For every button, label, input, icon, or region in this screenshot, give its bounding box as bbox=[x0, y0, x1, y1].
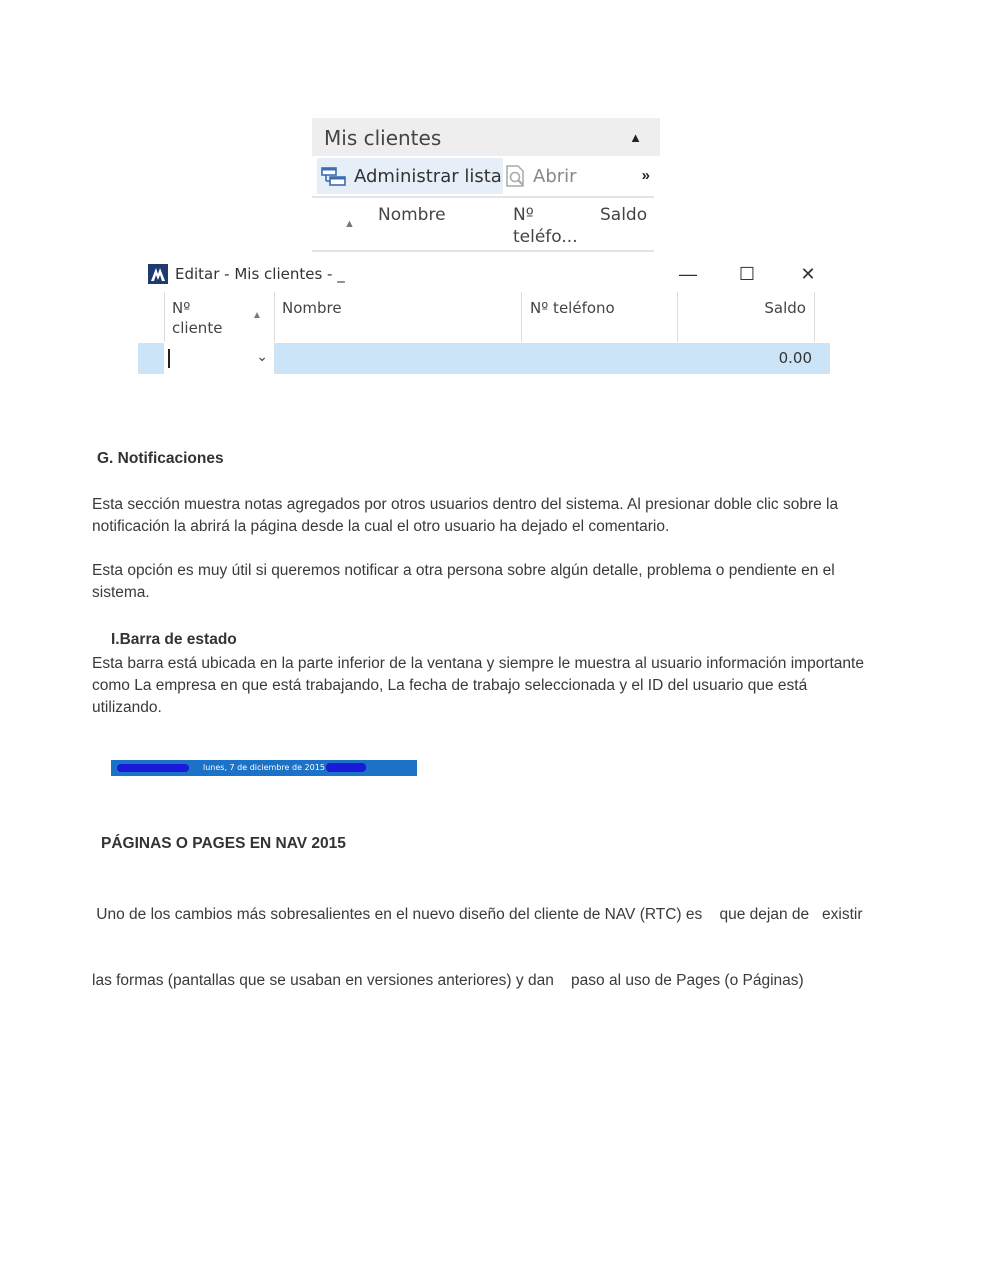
open-document-icon bbox=[505, 164, 527, 188]
column-saldo[interactable]: Saldo bbox=[600, 205, 648, 225]
column-telefono[interactable]: Nº teléfono bbox=[530, 299, 615, 317]
window-title: Editar - Mis clientes - _ bbox=[175, 265, 345, 283]
abrir-label: Abrir bbox=[533, 166, 577, 187]
section-g-paragraph-1 bbox=[92, 494, 838, 538]
administrar-lista-label: Administrar lista bbox=[354, 166, 502, 187]
status-bar-date: lunes, 7 de diciembre de 2015 bbox=[203, 763, 325, 772]
section-g-p2-line2: sistema. bbox=[92, 584, 150, 601]
column-nombre[interactable]: Nombre bbox=[378, 205, 446, 225]
column-separator bbox=[521, 292, 522, 342]
column-saldo[interactable]: Saldo bbox=[764, 299, 806, 317]
column-separator bbox=[164, 292, 165, 342]
administrar-lista-button[interactable] bbox=[317, 158, 503, 194]
section-i-p1-line2: como La empresa en que está trabajando, La fecha de trabajo seleccionada y el ID del usuario que está bbox=[92, 677, 808, 694]
redacted-user-id bbox=[326, 763, 366, 772]
column-nombre[interactable]: Nombre bbox=[282, 299, 342, 317]
column-no-cliente-line2: cliente bbox=[172, 319, 223, 337]
status-bar-image bbox=[111, 760, 417, 776]
maximize-icon[interactable]: ☐ bbox=[738, 264, 756, 284]
close-icon[interactable]: ✕ bbox=[800, 264, 816, 284]
mis-clientes-column-headers bbox=[312, 200, 660, 256]
text-cursor bbox=[168, 349, 170, 368]
toolbar-divider bbox=[312, 196, 654, 198]
section-pages-paragraph bbox=[92, 860, 863, 1014]
column-telefono[interactable] bbox=[513, 204, 578, 248]
mis-clientes-header[interactable] bbox=[312, 118, 660, 156]
grid-column-headers bbox=[164, 292, 830, 342]
section-i-p1-line3: utilizando. bbox=[92, 699, 162, 716]
saldo-value: 0.00 bbox=[778, 349, 812, 367]
section-g-heading: G. Notificaciones bbox=[97, 450, 224, 467]
section-g-p1-line2: notificación la abrirá la página desde la cual el otro usuario ha dejado el comentario. bbox=[92, 518, 670, 535]
no-cliente-input[interactable] bbox=[164, 343, 274, 374]
sort-ascending-icon[interactable]: ▲ bbox=[344, 218, 355, 230]
editar-window bbox=[138, 258, 830, 374]
minimize-icon[interactable]: — bbox=[679, 264, 697, 284]
sort-ascending-icon[interactable]: ▲ bbox=[252, 310, 262, 321]
section-i-paragraph bbox=[92, 653, 864, 719]
column-telefono-line2: teléfo... bbox=[513, 227, 578, 247]
section-pages-p1-line1: Uno de los cambios más sobresalientes en el nuevo diseño del cliente de NAV (RTC) es que dejan de existir bbox=[92, 906, 863, 923]
mis-clientes-title: Mis clientes bbox=[324, 126, 442, 150]
chevron-down-icon[interactable]: ⌄ bbox=[256, 348, 268, 364]
section-i-p1-line1: Esta barra está ubicada en la parte inferior de la ventana y siempre le muestra al usuario información importante bbox=[92, 655, 864, 672]
column-separator bbox=[814, 292, 815, 342]
section-pages-heading: PÁGINAS O PAGES EN NAV 2015 bbox=[101, 835, 346, 852]
column-separator bbox=[677, 292, 678, 342]
dynamics-nav-logo-icon bbox=[148, 264, 168, 284]
table-row[interactable] bbox=[138, 343, 830, 374]
column-telefono-line1: Nº bbox=[513, 205, 534, 225]
mis-clientes-toolbar bbox=[312, 158, 660, 194]
section-g-paragraph-2 bbox=[92, 560, 835, 604]
column-separator bbox=[274, 292, 275, 342]
manage-list-icon bbox=[321, 165, 347, 187]
collapse-caret-icon[interactable]: ▲ bbox=[629, 130, 642, 145]
section-g-p1-line1: Esta sección muestra notas agregados por otros usuarios dentro del sistema. Al presionar doble clic sobre la bbox=[92, 496, 839, 513]
section-i-heading: I.Barra de estado bbox=[111, 631, 237, 648]
abrir-button[interactable] bbox=[503, 158, 623, 194]
redacted-company bbox=[117, 764, 189, 772]
more-actions-icon[interactable]: » bbox=[641, 167, 650, 184]
mis-clientes-panel bbox=[312, 118, 660, 256]
column-header-divider bbox=[312, 250, 654, 252]
section-pages-p1-line2: las formas (pantallas que se usaban en versiones anteriores) y dan paso al uso de Pages (o Páginas) bbox=[92, 972, 804, 989]
column-no-cliente-line1: Nº bbox=[172, 299, 191, 317]
section-g-p2-line1: Esta opción es muy útil si queremos notificar a otra persona sobre algún detalle, problema o pendiente en el bbox=[92, 562, 835, 579]
column-no-cliente[interactable] bbox=[172, 298, 222, 338]
